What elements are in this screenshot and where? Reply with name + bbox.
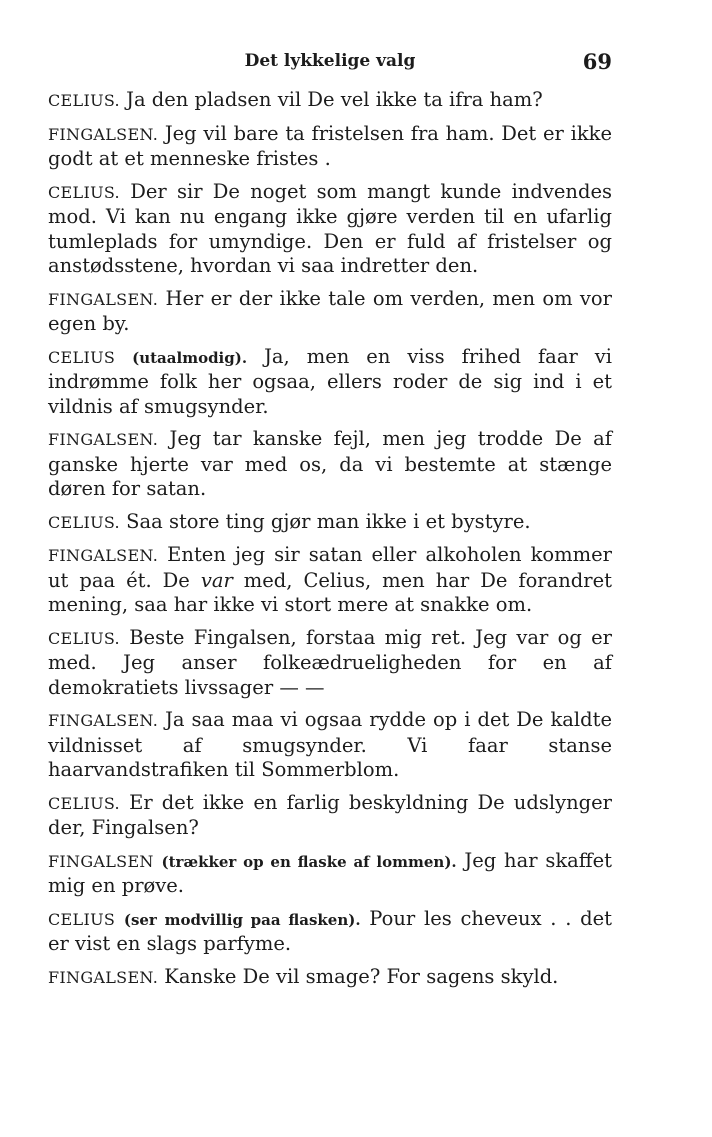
- speech-paragraph: [48, 965, 612, 991]
- speech-text: Er det ikke en farlig beskyldning De udslynger der, Fingalsen?: [48, 790, 612, 839]
- dialogue-body: [48, 88, 612, 998]
- stage-direction: (ser modvillig paa flasken).: [123, 910, 361, 929]
- speech-paragraph: [48, 907, 612, 957]
- speech-paragraph: [48, 88, 612, 114]
- speech-paragraph: [48, 122, 612, 172]
- speech-paragraph: [48, 510, 612, 536]
- speech-text: Jeg tar kanske fejl, men jeg trodde De af ganske hjerte var med os, da vi bestemte at stænge døren for satan.: [48, 427, 612, 500]
- speech-text: Beste Fingalsen, forstaa mig ret. Jeg var og er med. Jeg anser folkeædrueligheden for en af demokratiets livssager — —: [48, 625, 612, 699]
- speech-text-part: Enten jeg sir satan eller alkoholen kommer ut paa ét. De: [48, 543, 612, 592]
- speaker-name: CELIUS: [48, 909, 116, 929]
- speaker-name: CELIUS.: [48, 793, 120, 813]
- page-number: 69: [582, 49, 612, 74]
- speech-paragraph: [48, 849, 612, 899]
- speaker-name: FINGALSEN.: [48, 967, 159, 987]
- speech-paragraph: [48, 427, 612, 502]
- speech-text: Her er der ikke tale om verden, men om vor egen by.: [48, 286, 612, 335]
- speech-paragraph: [48, 180, 612, 279]
- speech-paragraph: [48, 287, 612, 337]
- emphasized-word: var: [200, 568, 233, 592]
- speaker-name: FINGALSEN.: [48, 546, 159, 565]
- speaker-name: CELIUS.: [48, 91, 120, 110]
- speech-paragraph: [48, 791, 612, 841]
- speech-text: Ja den pladsen vil De vel ikke ta ifra ham?: [126, 88, 543, 111]
- speaker-name: FINGALSEN.: [48, 124, 159, 144]
- speech-text: Kanske De vil smage? For sagens skyld.: [164, 964, 559, 988]
- speaker-name: CELIUS.: [48, 628, 120, 648]
- speech-text: Der sir De noget som mangt kunde indvendes mod. Vi kan nu engang ikke gjøre verden til en ufarlig tumleplads for umyndige. Den er fuld af fristelser og anstødsstene, hvordan vi saa indretter den.: [48, 179, 612, 277]
- running-title: Det lykkelige valg: [244, 51, 416, 71]
- speaker-name: FINGALSEN.: [48, 289, 159, 309]
- speech-text: Saa store ting gjør man ikke i et bystyre.: [126, 509, 531, 533]
- stage-direction: (utaalmodig).: [132, 348, 248, 367]
- speech-text-part: med, Celius, men har De forandret mening, saa har ikke vi stort mere at snakke om.: [48, 568, 612, 616]
- speech-text: Pour les cheveux . . det er vist en slags parfyme.: [48, 906, 612, 955]
- speech-paragraph: [48, 626, 612, 701]
- speech-text: Ja, men en viss frihed faar vi indrømme folk her ogsaa, ellers roder de sig ind i et vildnis af smugsynder.: [48, 344, 613, 418]
- speaker-name: FINGALSEN.: [48, 430, 159, 449]
- speaker-name: CELIUS.: [48, 512, 120, 532]
- speech-paragraph: [48, 543, 612, 618]
- speech-text: Ja saa maa vi ogsaa rydde op i det De kaldte vildnisset af smugsynder. Vi faar stanse haarvandstrafiken til Sommerblom.: [48, 708, 612, 781]
- speaker-name: FINGALSEN.: [48, 711, 159, 730]
- page-header: [48, 49, 612, 75]
- stage-direction: (trækker op en flaske af lommen).: [161, 852, 457, 871]
- speaker-name: FINGALSEN: [48, 851, 154, 871]
- speech-text: Jeg har skaffet mig en prøve.: [48, 848, 612, 897]
- speaker-name: CELIUS.: [48, 182, 120, 202]
- speaker-name: CELIUS: [48, 347, 116, 367]
- speech-paragraph: [48, 345, 612, 420]
- speech-paragraph: [48, 708, 612, 783]
- speech-text: Jeg vil bare ta fristelsen fra ham. Det er ikke godt at et menneske fristes .: [48, 121, 612, 170]
